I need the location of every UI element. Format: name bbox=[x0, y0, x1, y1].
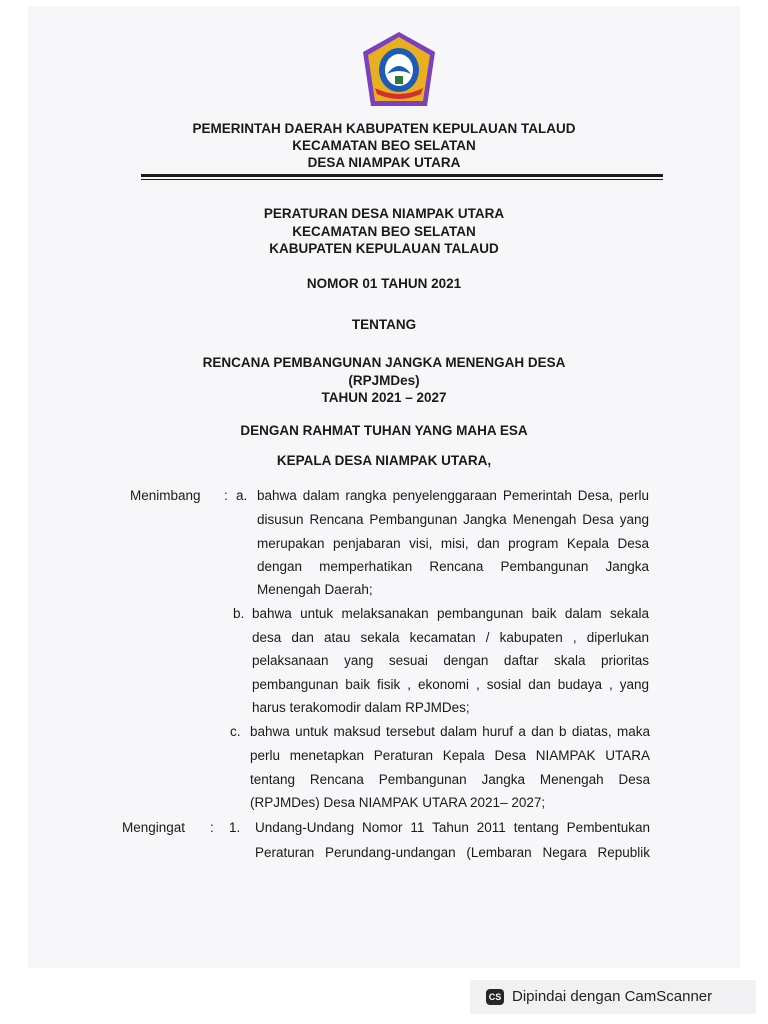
menimbang-c-line: tentang Rencana Pembangunan Jangka Menengah Desa bbox=[250, 772, 650, 787]
menimbang-a-line: Menengah Daerah; bbox=[257, 582, 373, 597]
mengingat-marker-1: 1. bbox=[229, 820, 241, 835]
mengingat-label: Mengingat bbox=[122, 820, 186, 835]
letterhead-village: DESA NIAMPAK UTARA bbox=[307, 155, 461, 170]
regulation-blessing: DENGAN RAHMAT TUHAN YANG MAHA ESA bbox=[240, 423, 528, 438]
regulation-title: PERATURAN DESA NIAMPAK UTARA bbox=[263, 206, 505, 221]
menimbang-a-line: dengan memperhatikan Rencana Pembangunan Jangka bbox=[257, 559, 649, 574]
menimbang-marker-b: b. bbox=[233, 606, 245, 621]
menimbang-b-line: bahwa untuk melaksanakan pembangunan baik dalam sekala bbox=[252, 606, 649, 621]
menimbang-c-line: bahwa untuk maksud tersebut dalam huruf a dan b diatas, maka bbox=[250, 724, 650, 739]
regulation-subject: RENCANA PEMBANGUNAN JANGKA MENENGAH DESA bbox=[202, 355, 566, 370]
menimbang-b-line: pembangunan baik fisik , ekonomi , sosial dan budaya , yang bbox=[252, 677, 649, 692]
camscanner-logo-icon: CS bbox=[486, 989, 504, 1005]
menimbang-b-line: pelaksanaan yang sesuai dengan daftar skala prioritas bbox=[252, 653, 649, 668]
camscanner-text: Dipindai dengan CamScanner bbox=[512, 988, 713, 1005]
menimbang-c-line: (RPJMDes) Desa NIAMPAK UTARA 2021– 2027; bbox=[250, 795, 546, 810]
regency-emblem-icon bbox=[361, 30, 437, 110]
menimbang-a-line: bahwa dalam rangka penyelenggaraan Pemerintah Desa, perlu bbox=[257, 488, 649, 503]
menimbang-a-line: merupakan penjabaran visi, misi, dan program Kepala Desa bbox=[257, 536, 649, 551]
mengingat-colon: : bbox=[210, 820, 214, 835]
menimbang-a-line: disusun Rencana Pembangunan Jangka Menengah Desa yang bbox=[257, 512, 649, 527]
letterhead-government: PEMERINTAH DAERAH KABUPATEN KEPULAUAN TALAUD bbox=[192, 121, 576, 136]
regulation-number: NOMOR 01 TAHUN 2021 bbox=[306, 276, 462, 291]
regulation-subject-abbr: (RPJMDes) bbox=[348, 373, 420, 388]
letterhead-rule-thick bbox=[141, 174, 663, 177]
letterhead-district: KECAMATAN BEO SELATAN bbox=[292, 138, 476, 153]
menimbang-label: Menimbang bbox=[130, 488, 201, 503]
camscanner-badge bbox=[470, 980, 756, 1014]
menimbang-colon: : bbox=[224, 488, 228, 503]
regulation-district: KECAMATAN BEO SELATAN bbox=[292, 224, 476, 239]
mengingat-1-line: Undang-Undang Nomor 11 Tahun 2011 tentang Pembentukan bbox=[255, 820, 650, 835]
menimbang-b-line: desa dan atau sekala kecamatan / kabupaten , diperlukan bbox=[252, 630, 649, 645]
regulation-official: KEPALA DESA NIAMPAK UTARA, bbox=[276, 453, 492, 468]
regulation-regency: KABUPATEN KEPULAUAN TALAUD bbox=[269, 241, 499, 256]
menimbang-marker-c: c. bbox=[230, 724, 241, 739]
regulation-period: TAHUN 2021 – 2027 bbox=[321, 390, 447, 405]
mengingat-1-line: Peraturan Perundang-undangan (Lembaran Negara Republik bbox=[255, 845, 650, 860]
menimbang-marker-a: a. bbox=[236, 488, 248, 503]
menimbang-c-line: perlu menetapkan Peraturan Kepala Desa NIAMPAK UTARA bbox=[250, 748, 650, 763]
regulation-about: TENTANG bbox=[351, 317, 417, 332]
letterhead-rule-thin bbox=[141, 179, 663, 180]
menimbang-b-line: harus terakomodir dalam RPJMDes; bbox=[252, 700, 470, 715]
